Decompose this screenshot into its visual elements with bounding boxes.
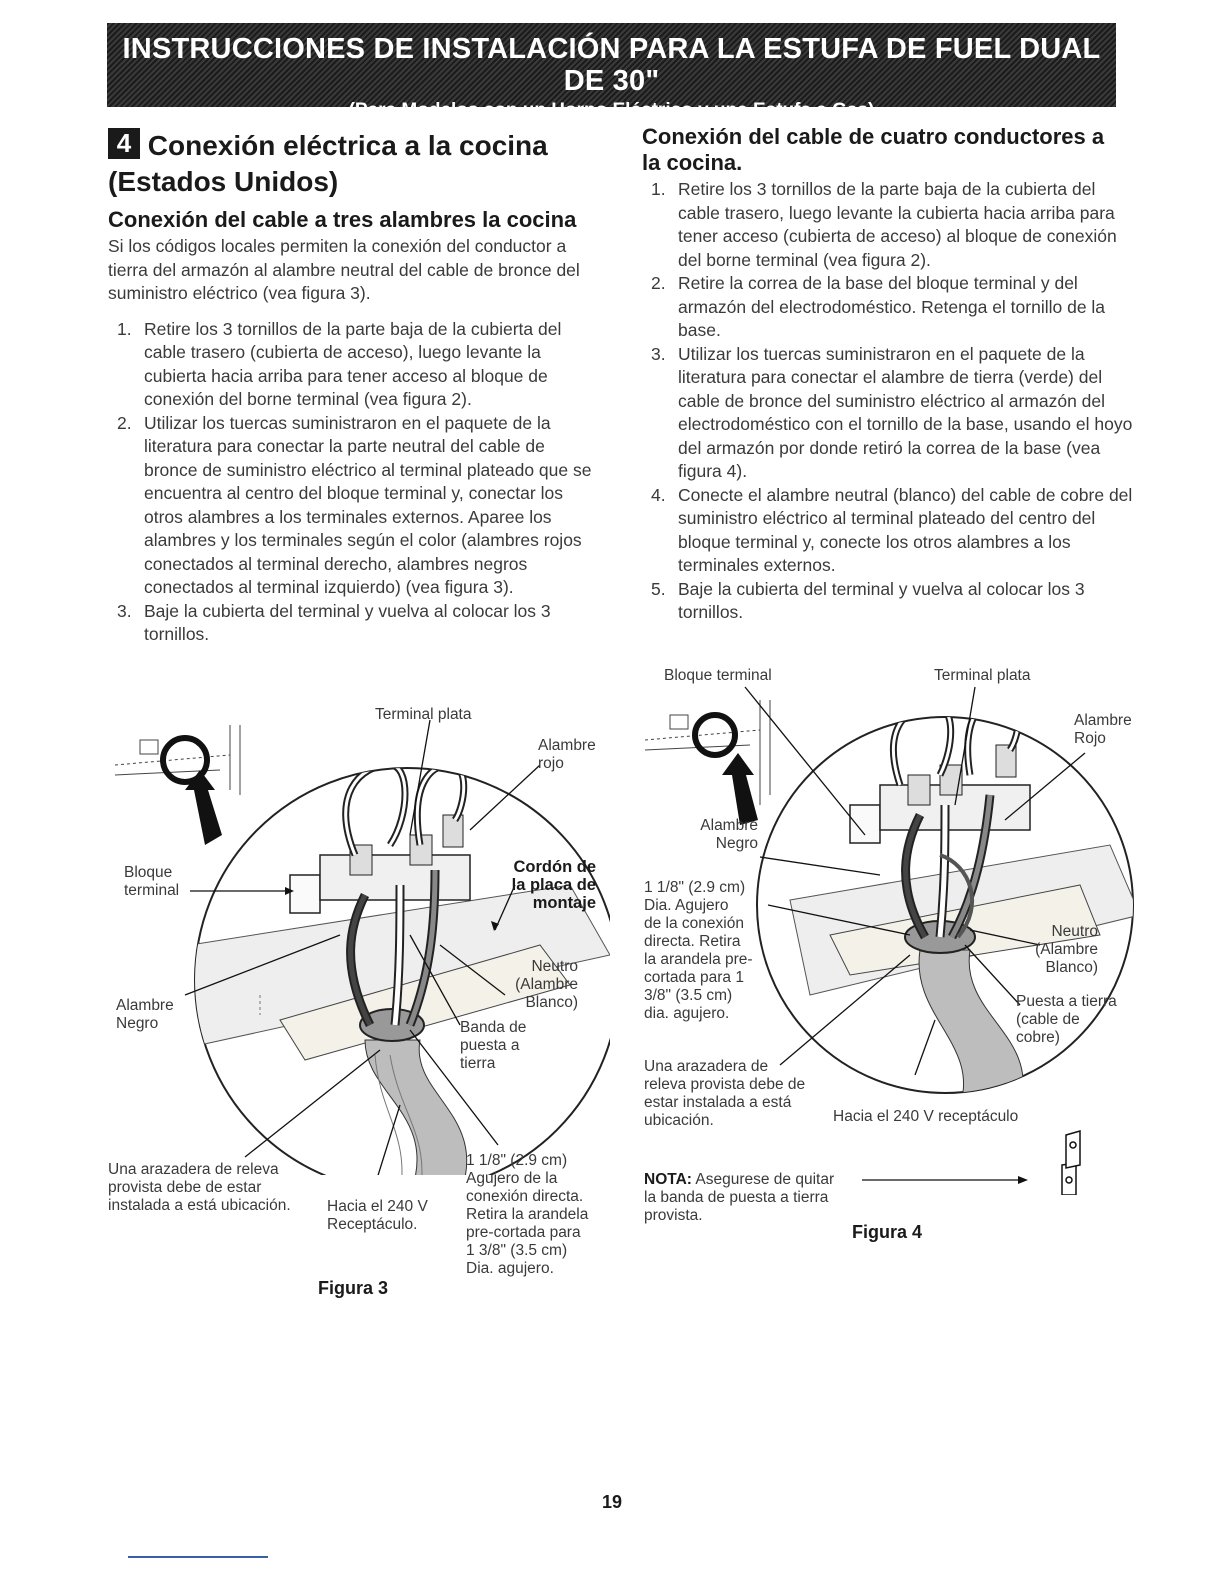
- fig3-agujero-label: 1 1/8" (2.9 cm) Agujero de la conexión directa. Retira la arandela pre-cortada para 1 3/8" (3.5 cm) Dia. agujero.: [466, 1152, 589, 1277]
- ground-strap-icon: [1062, 1131, 1080, 1195]
- right-steps: [642, 178, 1142, 625]
- right-heading-line1: Conexión del cable de cuatro conductores a: [642, 124, 1105, 149]
- left-steps: [108, 318, 598, 647]
- fig3-alambre-negro-label: Alambre Negro: [116, 997, 174, 1032]
- banner-title: INSTRUCCIONES DE INSTALACIÓN PARA LA ESTUFA DE FUEL DUAL DE 30": [122, 33, 1101, 97]
- list-item: 2. Retire la correa de la base del bloque terminal y del armazón del electrodoméstico. Retenga el tornillo de la base.: [651, 273, 1106, 340]
- list-item: 2. Utilizar los tuercas suministraron en el paquete de la literatura para conectar la parte neutral del cable de bronce de suministro eléctrico al terminal plateado que se encuentra al centro del bloque terminal y, conectar los otros alambres a los terminales externos. Aparee los alambres y los terminales según el color (alambres rojos conectados al terminal derecho, alambres negros conectados al terminal izquierdo) (vea figura 3).: [117, 412, 592, 597]
- fig3-neutro-label: Neutro (Alambre Blanco): [515, 958, 578, 1011]
- fig3-bloque-terminal-label: Bloque terminal: [124, 864, 180, 899]
- figure-4-caption: Figura 4: [852, 1222, 923, 1242]
- fig4-neutro-label: Neutro (Alambre Blanco): [1035, 923, 1098, 976]
- arrow-icon: [722, 753, 758, 825]
- right-heading-line2: la cocina.: [642, 150, 743, 175]
- right-column: [642, 124, 1142, 625]
- fig4-arazadera-label: Una arazadera de releva provista debe de estar instalada a está ubicación.: [644, 1058, 806, 1129]
- fig4-nota: [644, 1171, 864, 1225]
- fig4-alambre-negro-label: Alambre Negro: [700, 817, 758, 852]
- fig3-hacia-label: Hacia el 240 V Receptáculo.: [327, 1198, 428, 1233]
- list-item: 5. Baje la cubierta del terminal y vuelva al colocar los 3 tornillos.: [651, 578, 1085, 622]
- figure-3-caption: Figura 3: [318, 1278, 389, 1298]
- nota-label: NOTA:: [644, 1171, 692, 1188]
- page-number: 19: [601, 1492, 623, 1512]
- banner-subtitle: (Para Modelos con un Horno Eléctrico y una Estufa a Gas): [348, 100, 875, 121]
- list-item: 1. Retire los 3 tornillos de la parte baja de la cubierta del cable trasero, luego levante la cubierta hacia arriba para tener acceso (cubierta de acceso) al bloque de conexión del borne terminal (vea figura 2).: [651, 179, 1117, 270]
- list-item: 1. Retire los 3 tornillos de la parte baja de la cubierta del cable trasero (cubierta de acceso), luego levante la cubierta hacia arriba para tener acceso al bloque de conexión del borne terminal (vea figura 2).: [117, 318, 562, 409]
- fig4-agujero-label: 1 1/8" (2.9 cm) Dia. Agujero de la conexión directa. Retira la arandela pre- cortada para 1 3/8" (3.5 cm) dia. agujero.: [644, 879, 753, 1022]
- fig4-terminal-plata-label: Terminal plata: [934, 667, 1031, 684]
- fig3-arazadera-label: Una arazadera de releva provista debe de estar instalada a está ubicación.: [108, 1161, 291, 1214]
- fig4-puesta-label: Puesta a tierra (cable de cobre): [1016, 993, 1117, 1046]
- nota-text: Asegurese de quitar la banda de puesta a tierra provista.: [644, 1171, 835, 1224]
- step-number-badge: 4: [108, 128, 140, 159]
- section-heading: [108, 128, 588, 200]
- list-item: 4. Conecte el alambre neutral (blanco) del cable de cobre del suministro eléctrico al terminal plateado del centro del bloque terminal y, conecte los otros alambres a los terminales externos.: [651, 484, 1133, 575]
- fig3-terminal-plata-label: Terminal plata: [375, 706, 472, 723]
- section-title-line2: (Estados Unidos): [108, 166, 339, 197]
- section-title-line1: Conexión eléctrica a la cocina: [147, 130, 548, 161]
- fig3-alambre-rojo-label: Alambre rojo: [538, 737, 596, 772]
- figure-3-diagram: [110, 695, 610, 1175]
- list-item: 3. Baje la cubierta del terminal y vuelva al colocar los 3 tornillos.: [117, 600, 551, 644]
- fig3-cordon-label: Cordón de la placa de montaje: [511, 858, 596, 912]
- left-intro: Si los códigos locales permiten la conexión del conductor a tierra del armazón al alambre neutral del cable de bronce del suministro eléctrico (vea figura 3).: [108, 236, 580, 303]
- footer-rule: [128, 1556, 268, 1558]
- left-heading: Conexión del cable a tres alambres la cocina: [108, 207, 577, 232]
- list-item: 3. Utilizar los tuercas suministraron en el paquete de la literatura para conectar el alambre de tierra (verde) del cable de bronce del suministro eléctrico al armazón del electrodoméstico con el tornillo de la base, usando el hoyo del armazón por donde retiró la correa de la base (vea figura 4).: [651, 343, 1133, 481]
- fig3-banda-label: Banda de puesta a tierra: [460, 1019, 527, 1072]
- fig4-hacia-label: Hacia el 240 V receptáculo: [833, 1108, 1019, 1125]
- fig4-bloque-terminal-label: Bloque terminal: [664, 667, 772, 684]
- section-title: [108, 128, 588, 164]
- fig4-alambre-rojo-label: Alambre Rojo: [1074, 712, 1132, 747]
- left-column: [108, 207, 598, 647]
- header-banner: [107, 23, 1116, 121]
